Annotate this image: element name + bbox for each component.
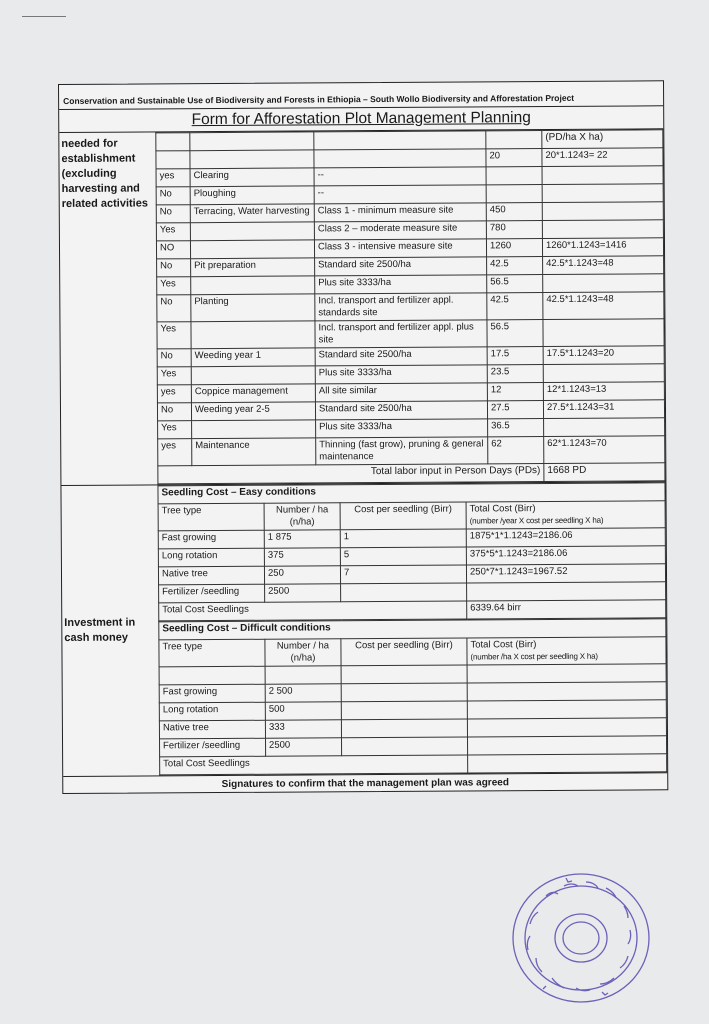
seedling-cost: 7 bbox=[340, 565, 466, 584]
seedling-total-cost bbox=[467, 736, 666, 755]
labor-yes-no: Yes bbox=[157, 277, 191, 295]
labor-measure: Incl. transport and fertilizer appl. plus site bbox=[315, 320, 487, 348]
labor-total-pd bbox=[543, 319, 664, 347]
labor-pd-per-ha: 17.5 bbox=[487, 347, 543, 365]
seedling-number-per-ha: 250 bbox=[264, 566, 340, 584]
form-sheet bbox=[58, 80, 668, 794]
easy-title: Seedling Cost – Easy conditions bbox=[158, 483, 665, 504]
seedling-total-cost: 375*5*1.1243=2186.06 bbox=[466, 546, 665, 565]
seedling-number-per-ha: 375 bbox=[264, 548, 340, 566]
seedling-tree-type: Fast growing bbox=[159, 684, 265, 703]
labor-section bbox=[59, 129, 665, 485]
seedling-cost bbox=[341, 583, 467, 602]
labor-yes-no: Yes bbox=[157, 367, 191, 385]
labor-yes-no: yes bbox=[157, 385, 191, 403]
labor-measure: Standard site 2500/ha bbox=[315, 401, 487, 420]
labor-measure: Class 2 – moderate measure site bbox=[314, 221, 486, 240]
labor-pd-per-ha bbox=[486, 167, 542, 185]
labor-activity bbox=[190, 240, 314, 259]
difficult-header-number: Number / ha (n/ha) bbox=[265, 639, 341, 666]
difficult-total-value bbox=[468, 754, 667, 773]
labor-yes-no: Yes bbox=[157, 322, 191, 349]
labor-row bbox=[158, 436, 665, 466]
labor-total-pd bbox=[542, 220, 663, 239]
labor-total-row bbox=[158, 463, 665, 484]
labor-total-pd: 42.5*1.1243=48 bbox=[543, 256, 664, 275]
labor-activity: Weeding year 1 bbox=[191, 348, 315, 367]
labor-total-pd bbox=[542, 202, 663, 221]
labor-yes-no: yes bbox=[156, 169, 190, 187]
easy-total-row bbox=[159, 600, 666, 621]
investment-section bbox=[61, 481, 667, 776]
labor-activity bbox=[190, 222, 314, 241]
labor-yes-no: No bbox=[156, 187, 190, 205]
seedling-tree-type: Native tree bbox=[158, 566, 264, 585]
labor-yes-no bbox=[156, 151, 190, 169]
easy-header-tree-type: Tree type bbox=[158, 503, 264, 531]
labor-total-pd: 20*1.1243= 22 bbox=[542, 148, 663, 167]
labor-pd-per-ha: 780 bbox=[486, 221, 542, 239]
easy-header-row bbox=[158, 501, 665, 531]
labor-row bbox=[157, 319, 664, 349]
labor-pd-per-ha: 23.5 bbox=[487, 365, 543, 383]
labor-pd-per-ha: 20 bbox=[486, 149, 542, 167]
labor-measure: All site similar bbox=[315, 383, 487, 402]
labor-activity: Weeding year 2-5 bbox=[191, 402, 315, 421]
labor-activity bbox=[192, 420, 316, 439]
labor-activity: Pit preparation bbox=[191, 258, 315, 277]
labor-activity bbox=[190, 150, 314, 169]
labor-total-pd bbox=[543, 274, 664, 293]
labor-measure: Class 3 - intensive measure site bbox=[314, 239, 486, 258]
seedling-tree-type: Native tree bbox=[159, 720, 265, 739]
project-title: Conservation and Sustainable Use of Biodiversity and Forests in Ethiopia – South Wollo Biodiversity and Afforestation Project bbox=[59, 81, 663, 110]
seedling-number-per-ha: 1 875 bbox=[264, 530, 340, 548]
labor-activity: Terracing, Water harvesting bbox=[190, 204, 314, 223]
labor-pd-per-ha: 56.5 bbox=[487, 275, 543, 293]
easy-header-total bbox=[466, 501, 665, 529]
labor-pd-per-ha: 42.5 bbox=[487, 293, 543, 320]
labor-measure: Standard site 2500/ha bbox=[315, 257, 487, 276]
form-title: Form for Afforestation Plot Management Planning bbox=[59, 106, 663, 133]
labor-total-pd bbox=[543, 364, 664, 383]
labor-measure: Plus site 3333/ha bbox=[315, 365, 487, 384]
labor-measure: -- bbox=[314, 185, 486, 204]
seedling-cost bbox=[341, 683, 467, 702]
seedling-total-cost bbox=[467, 718, 666, 737]
difficult-header-cost: Cost per seedling (Birr) bbox=[341, 638, 467, 666]
labor-measure bbox=[314, 149, 486, 168]
labor-activity: Coppice management bbox=[191, 384, 315, 403]
easy-total-label: Total Cost Seedlings bbox=[159, 601, 467, 621]
official-stamp bbox=[506, 868, 656, 1008]
labor-unit-header: (PD/ha X ha) bbox=[542, 130, 663, 149]
labor-total-label: Total labor input in Person Days (PDs) bbox=[158, 464, 544, 484]
seedling-tree-type: Fertilizer /seedling bbox=[160, 738, 266, 757]
seedling-easy-table bbox=[157, 482, 666, 621]
labor-activity: Clearing bbox=[190, 168, 314, 187]
labor-yes-no: No bbox=[156, 205, 190, 223]
labor-total-pd: 42.5*1.1243=48 bbox=[543, 292, 664, 320]
easy-total-value: 6339.64 birr bbox=[467, 600, 666, 619]
labor-total-pd bbox=[542, 184, 663, 203]
labor-total-pd: 12*1.1243=13 bbox=[543, 382, 664, 401]
labor-pd-per-ha: 12 bbox=[487, 383, 543, 401]
seedling-cost bbox=[341, 719, 467, 738]
labor-row bbox=[157, 292, 664, 322]
labor-total-pd: 1260*1.1243=1416 bbox=[542, 238, 663, 257]
difficult-header-row bbox=[159, 637, 666, 667]
labor-total-pd bbox=[542, 166, 663, 185]
investment-section-label: Investment in cash money bbox=[64, 616, 136, 644]
labor-yes-no: Yes bbox=[156, 223, 190, 241]
labor-measure: Incl. transport and fertilizer appl. standards site bbox=[315, 293, 487, 321]
labor-activity: Ploughing bbox=[190, 186, 314, 205]
labor-measure: Thinning (fast grow), pruning & general maintenance bbox=[316, 437, 488, 465]
labor-section-label: needed for establishment (excluding harvesting and related activities bbox=[61, 137, 148, 210]
difficult-header-tree-type: Tree type bbox=[159, 639, 265, 667]
labor-pd-per-ha: 1260 bbox=[486, 239, 542, 257]
seedling-cost: 5 bbox=[340, 547, 466, 566]
seedling-number-per-ha: 2 500 bbox=[265, 684, 341, 702]
seedling-cost bbox=[341, 701, 467, 720]
labor-measure: Plus site 3333/ha bbox=[315, 275, 487, 294]
difficult-total-row bbox=[160, 754, 667, 775]
labor-yes-no: No bbox=[157, 259, 191, 277]
seedling-cost bbox=[341, 737, 467, 756]
labor-activity bbox=[191, 276, 315, 295]
signature-line: Signatures to confirm that the management plan was agreed bbox=[63, 772, 667, 793]
seedling-difficult-table bbox=[158, 618, 667, 775]
labor-total-pd: 27.5*1.1243=31 bbox=[543, 400, 664, 419]
labor-yes-no: No bbox=[157, 349, 191, 367]
seedling-total-cost: 1875*1*1.1243=2186.06 bbox=[466, 528, 665, 547]
difficult-title: Seedling Cost – Difficult conditions bbox=[159, 619, 666, 640]
labor-total-pd: 62*1.1243=70 bbox=[544, 436, 665, 464]
seedling-tree-type: Fertilizer /seedling bbox=[159, 584, 265, 603]
seedling-tree-type: Long rotation bbox=[159, 702, 265, 721]
seedling-cost: 1 bbox=[340, 529, 466, 548]
labor-measure: Class 1 - minimum measure site bbox=[314, 203, 486, 222]
seedling-tree-type: Fast growing bbox=[158, 530, 264, 549]
seedling-number-per-ha: 2500 bbox=[266, 738, 342, 756]
difficult-header-formula: (number /ha X cost per seedling X ha) bbox=[470, 651, 598, 662]
labor-pd-per-ha: 42.5 bbox=[487, 257, 543, 275]
labor-pd-per-ha: 62 bbox=[488, 437, 544, 464]
seedling-tree-type: Long rotation bbox=[158, 548, 264, 567]
difficult-header-total-label: Total Cost (Birr) bbox=[470, 639, 537, 651]
seedling-total-cost bbox=[467, 700, 666, 719]
labor-pd-per-ha: 450 bbox=[486, 203, 542, 221]
labor-measure: -- bbox=[314, 167, 486, 186]
seedling-number-per-ha: 500 bbox=[265, 702, 341, 720]
labor-total-pd bbox=[544, 418, 665, 437]
labor-table bbox=[155, 129, 665, 484]
seedling-total-cost bbox=[467, 682, 666, 701]
easy-header-cost: Cost per seedling (Birr) bbox=[340, 502, 466, 530]
easy-header-number: Number / ha (n/ha) bbox=[264, 503, 340, 530]
labor-activity bbox=[191, 321, 315, 349]
seedling-total-cost bbox=[467, 582, 666, 601]
labor-pd-per-ha: 36.5 bbox=[488, 419, 544, 437]
labor-total-pd: 17.5*1.1243=20 bbox=[543, 346, 664, 365]
labor-yes-no: No bbox=[157, 295, 191, 322]
seedling-total-cost: 250*7*1.1243=1967.52 bbox=[466, 564, 665, 583]
seedling-number-per-ha: 333 bbox=[265, 720, 341, 738]
labor-yes-no: No bbox=[157, 403, 191, 421]
labor-pd-per-ha: 27.5 bbox=[487, 401, 543, 419]
labor-activity bbox=[191, 366, 315, 385]
labor-pd-per-ha bbox=[486, 185, 542, 203]
easy-header-total-label: Total Cost (Birr) bbox=[469, 503, 536, 515]
labor-yes-no: Yes bbox=[158, 421, 192, 439]
labor-yes-no: yes bbox=[158, 439, 192, 466]
easy-header-formula: (number /year X cost per seedling X ha) bbox=[469, 515, 604, 526]
labor-total-value: 1668 PD bbox=[544, 463, 665, 482]
difficult-total-label: Total Cost Seedlings bbox=[160, 755, 468, 775]
labor-yes-no: NO bbox=[156, 241, 190, 259]
labor-activity: Maintenance bbox=[192, 438, 316, 466]
labor-pd-per-ha: 56.5 bbox=[487, 320, 543, 347]
labor-measure: Plus site 3333/ha bbox=[316, 419, 488, 438]
difficult-header-total bbox=[467, 637, 666, 665]
seedling-number-per-ha: 2500 bbox=[265, 584, 341, 602]
labor-activity: Planting bbox=[191, 294, 315, 322]
labor-measure: Standard site 2500/ha bbox=[315, 347, 487, 366]
page-edge-line bbox=[22, 16, 66, 17]
